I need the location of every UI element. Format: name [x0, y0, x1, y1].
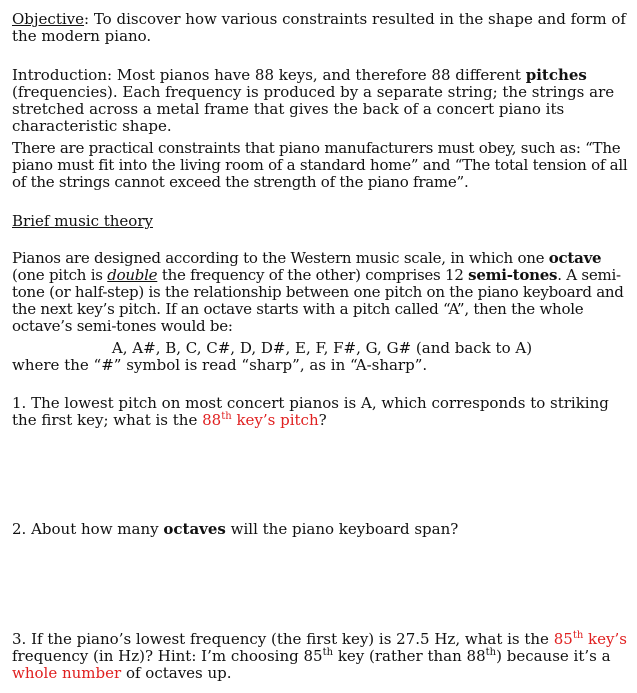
- intro-text-b: (frequencies). Each frequency is produced by a separate string; the strings are stretched across a metal frame that gives the back of a concert piano its characteristic shape.: [12, 83, 615, 135]
- pitches-term: pitches: [525, 66, 587, 84]
- q3-number: 85: [553, 630, 573, 648]
- q3-highlight: [554, 630, 627, 648]
- q2-text: 2. About how many: [12, 520, 164, 538]
- q3-sup-2: th: [485, 647, 497, 658]
- question-1: [12, 395, 632, 429]
- q3-suffix: th: [572, 630, 584, 641]
- q3-mid-1: frequency (in Hz)? Hint: I’m choosing 85: [12, 647, 323, 665]
- question-3: [12, 631, 632, 682]
- objective-text: : To discover how various constraints resulted in the shape and form of the modern piano.: [12, 10, 626, 45]
- objective-label: Objective: [12, 10, 85, 28]
- octaves-term: octaves: [163, 520, 226, 538]
- theory-text-e: the frequency of the other) comprises 12: [157, 266, 469, 284]
- theory-text-a: Pianos are designed according to the Western music scale, in which one: [12, 249, 549, 267]
- theory-text-c: (one pitch is: [12, 266, 108, 284]
- q1-suffix: th: [221, 411, 232, 422]
- q3-mid-3: ) because it’s a: [496, 647, 611, 665]
- introduction-paragraph: [12, 67, 632, 135]
- theory-paragraph: [12, 250, 632, 335]
- q3-whole-number: whole number: [12, 664, 122, 682]
- scale-line: A, A#, B, C, C#, D, D#, E, F, F#, G, G# (and back to A): [111, 339, 533, 357]
- q3-sup-1: th: [322, 647, 334, 658]
- intro-text-a: Introduction: Most pianos have 88 keys, and therefore 88 different: [12, 66, 526, 84]
- question-2: [12, 521, 632, 538]
- q3-text: 3. If the piano’s lowest frequency (the first key) is 27.5 Hz, what is the: [12, 630, 554, 648]
- theory-text-g: . A semi-tone (or half-step) is the relationship between one pitch on the piano keyboard and the next key’s pitch. If an octave starts with a pitch called “A”, then the whole octave’s semi-tones would be:: [12, 266, 624, 335]
- q1-text: 1. The lowest pitch on most concert pianos is A, which corresponds to striking the first key; what is the: [12, 394, 609, 429]
- q1-end: ?: [318, 411, 327, 429]
- semi-tones-term: semi-tones: [468, 266, 558, 284]
- q1-number: 88: [202, 411, 222, 429]
- q2-end: will the piano keyboard span?: [225, 520, 459, 538]
- q3-end: of octaves up.: [121, 664, 232, 682]
- objective-paragraph: [12, 11, 632, 45]
- constraints-paragraph: There are practical constraints that piano manufacturers must obey, such as: “The piano must fit into the living room of a standard home” and “The total tension of all of the strings cannot exceed the strength of the piano frame”.: [12, 139, 628, 191]
- double-emphasis: double: [107, 266, 158, 284]
- q3-mid-2: key (rather than 88: [333, 647, 486, 665]
- q1-red-text: key’s pitch: [231, 411, 319, 429]
- octave-term: octave: [548, 249, 602, 267]
- q1-highlight: [202, 411, 319, 429]
- q3-red-text: key’s: [583, 630, 627, 648]
- sharp-note: where the “#” symbol is read “sharp”, as in “A-sharp”.: [12, 356, 428, 374]
- section-heading: Brief music theory: [12, 212, 153, 230]
